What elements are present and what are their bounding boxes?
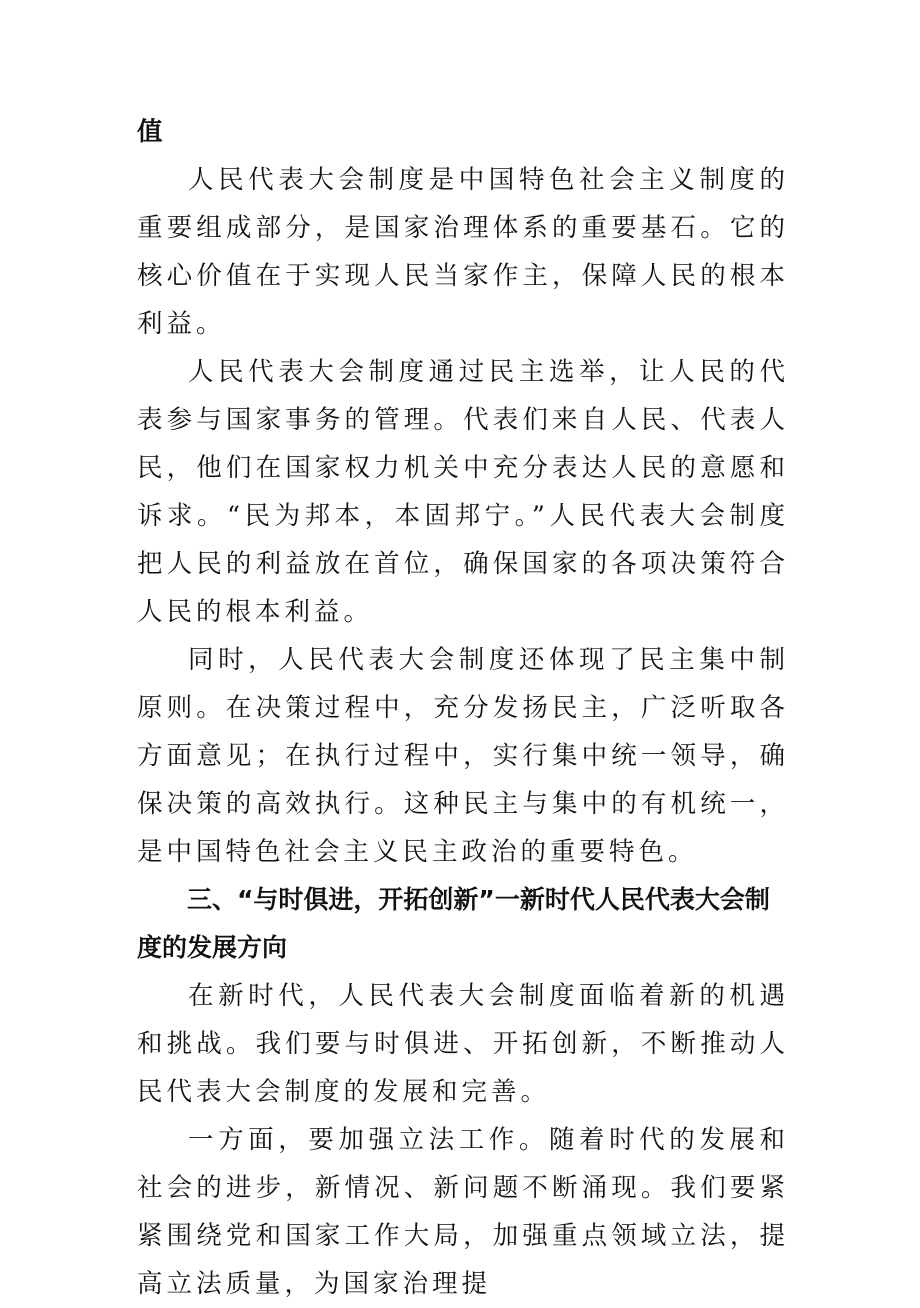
paragraph-democratic-centralism: 同时，人民代表大会制度还体现了民主集中制原则。在决策过程中，充分发扬民主，广泛听取各方面意见；在执行过程中，实行集中统一领导，确保决策的高效执行。这种民主与集中的有机统一，是中国特色社会主义民主政治的重要特色。 (137, 645, 789, 867)
section-heading-three: 三、“与时俱进，开拓创新”一新时代人民代表大会制度的发展方向 (137, 885, 770, 962)
paragraph-core-value: 人民代表大会制度是中国特色社会主义制度的重要组成部分，是国家治理体系的重要基石。它的核心价值在于实现人民当家作主，保障人民的根本利益。 (137, 165, 789, 339)
paragraph-new-era: 在新时代，人民代表大会制度面临着新的机遇和挑战。我们要与时俱进、开拓创新，不断推动人民代表大会制度的发展和完善。 (137, 981, 789, 1107)
paragraph-democratic-election: 人民代表大会制度通过民主选举，让人民的代表参与国家事务的管理。代表们来自人民、代表人民，他们在国家权力机关中充分表达人民的意愿和诉求。“民为邦本，本固邦宁。”人民代表大会制度把人民的利益放在首位，确保国家的各项决策符合人民的根本利益。 (137, 357, 789, 627)
document-body (137, 108, 789, 1308)
paragraph-legislation: 一方面，要加强立法工作。随着时代的发展和社会的进步，新情况、新问题不断涌现。我们要紧紧围绕党和国家工作大局，加强重点领域立法，提高立法质量，为国家治理提 (137, 1125, 789, 1299)
lead-fragment: 值 (137, 117, 167, 147)
